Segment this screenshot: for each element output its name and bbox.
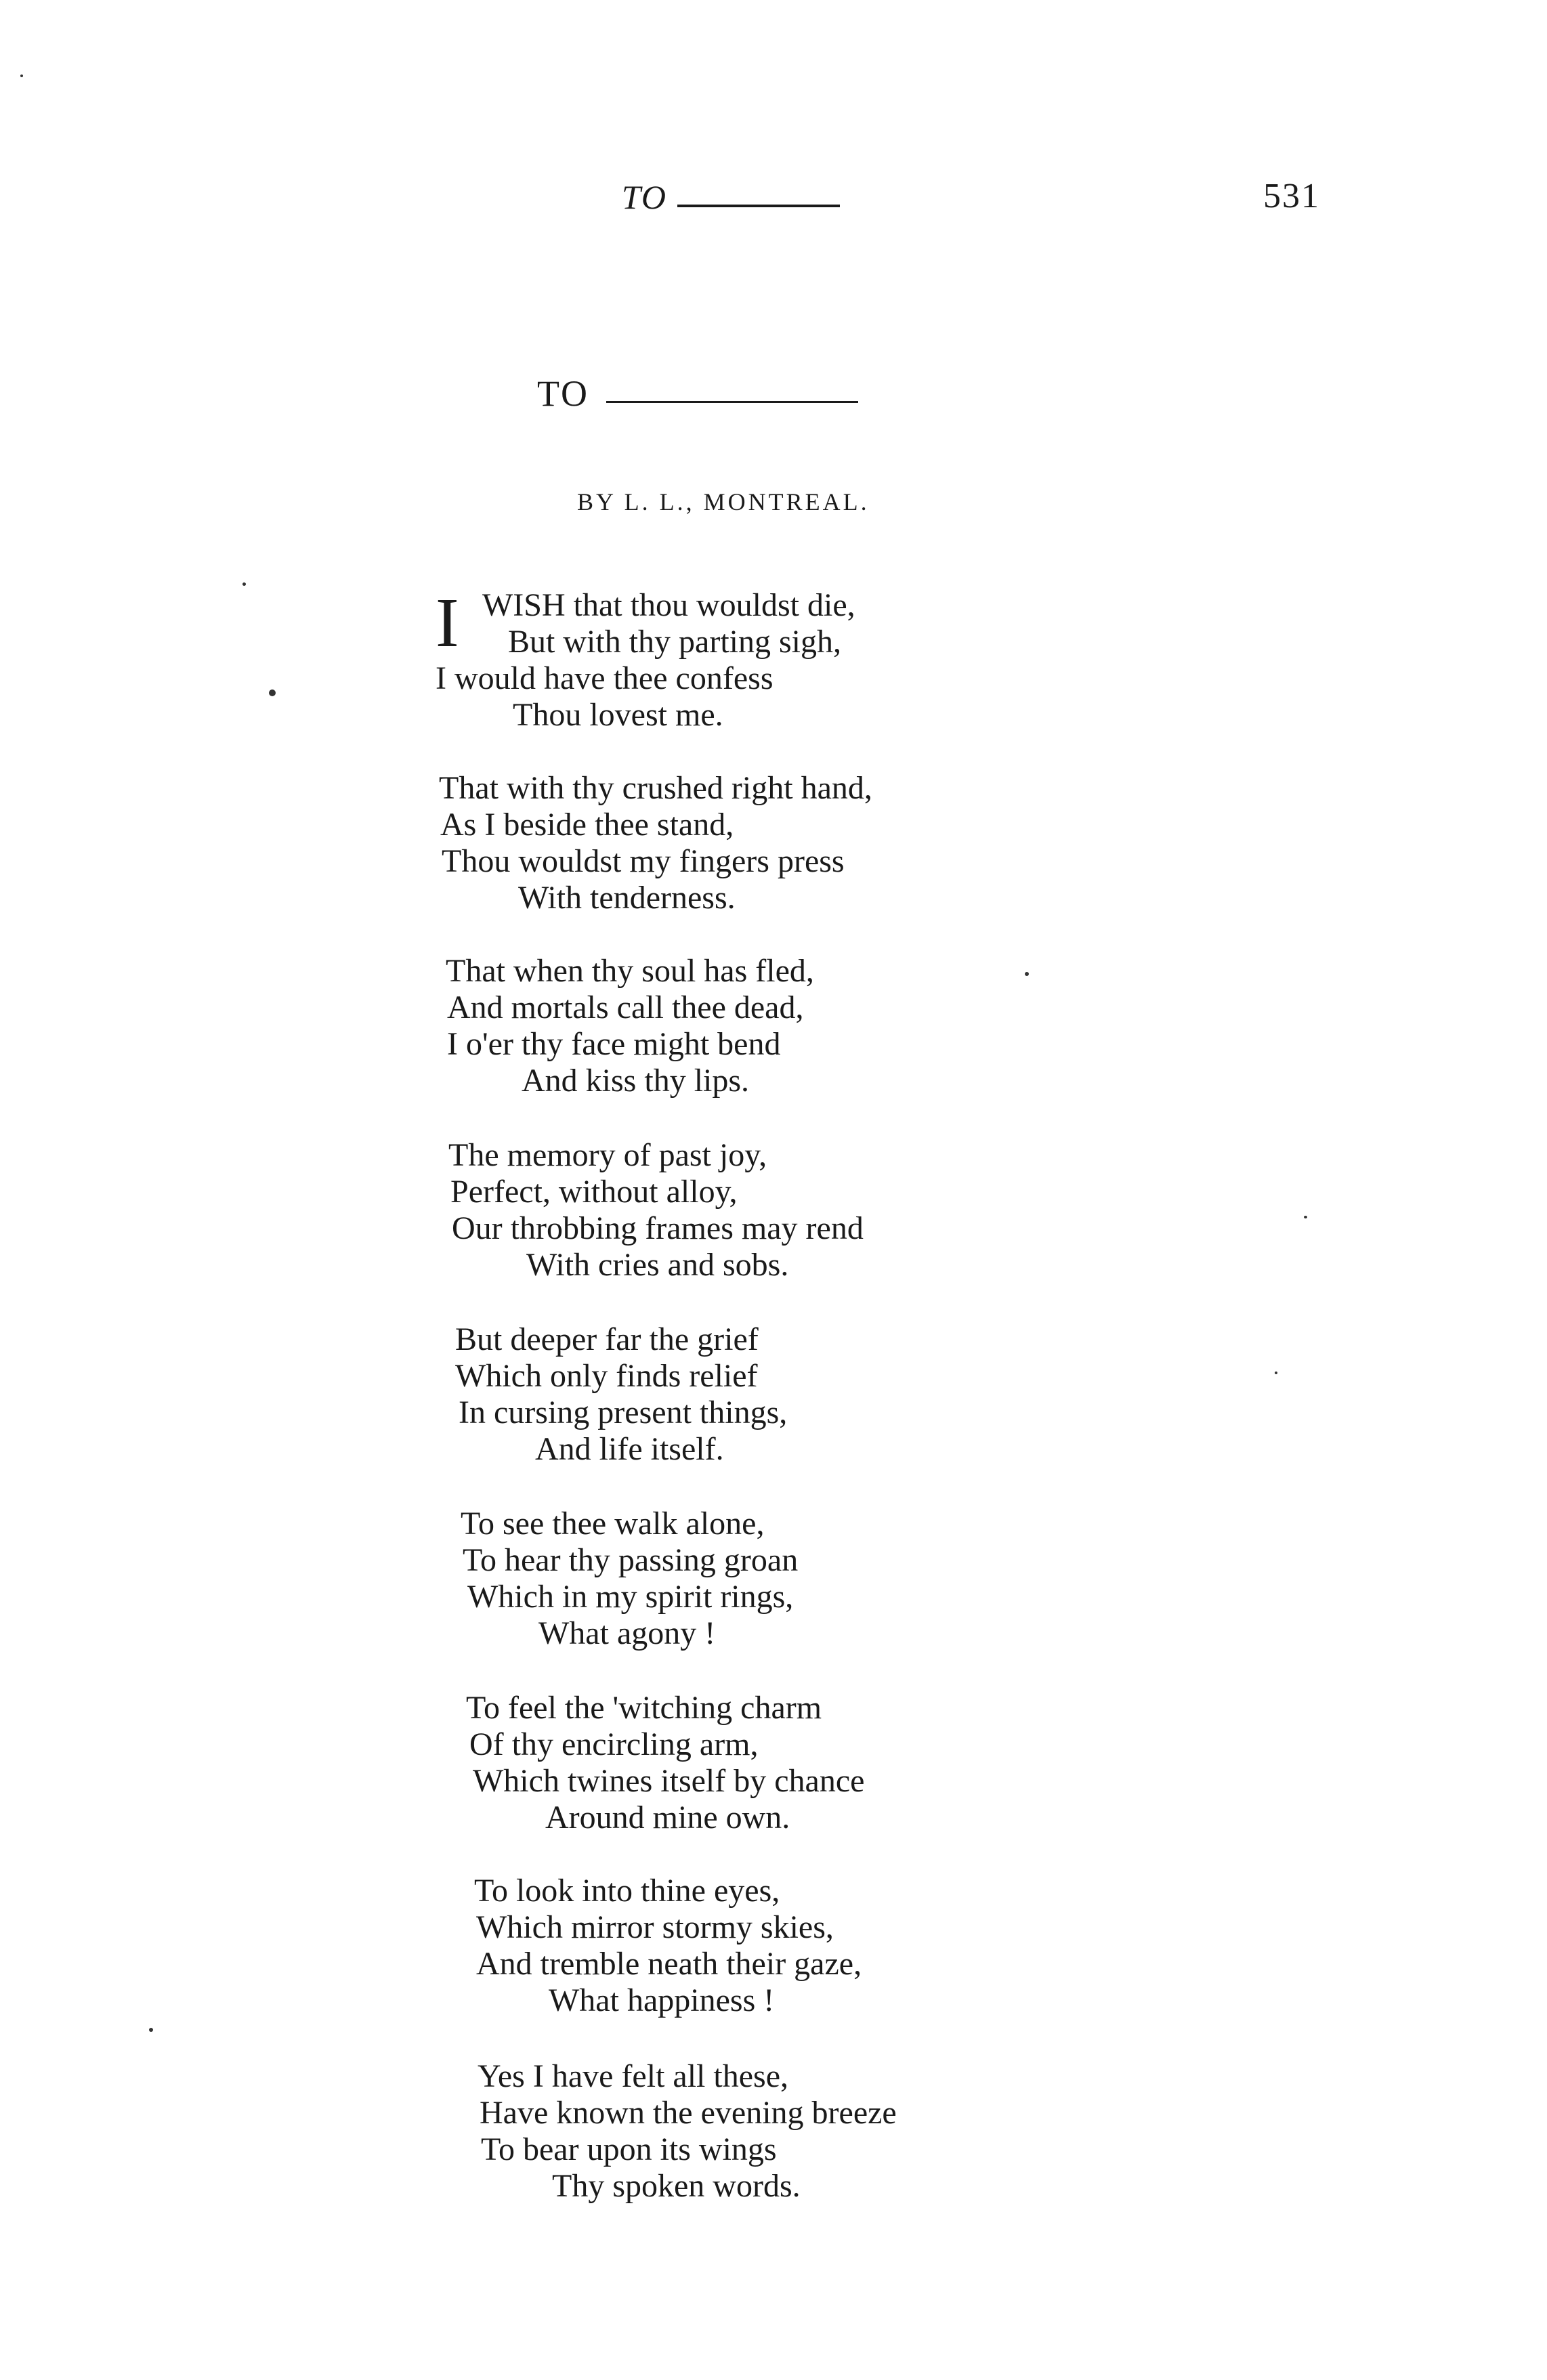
- poem-line: Thou wouldst my fingers press: [442, 843, 845, 879]
- poem-line: Which in my spirit rings,: [467, 1579, 794, 1615]
- running-head-rule: [677, 205, 840, 207]
- poem-line: With cries and sobs.: [526, 1247, 789, 1283]
- poem-line: What happiness !: [549, 1982, 775, 2018]
- poem-line: To see thee walk alone,: [461, 1506, 765, 1542]
- poem-line: Have known the evening breeze: [480, 2095, 897, 2131]
- scan-speck: [1275, 1372, 1277, 1374]
- drop-cap: I: [436, 584, 459, 662]
- poem-line: Thou lovest me.: [513, 697, 723, 733]
- poem-line: Yes I have felt all these,: [478, 2058, 788, 2094]
- poem-line: And tremble neath their gaze,: [476, 1946, 862, 1982]
- poem-line: Which mirror stormy skies,: [476, 1909, 834, 1945]
- poem-line: Perfect, without alloy,: [450, 1174, 738, 1210]
- poem-line: To look into thine eyes,: [474, 1873, 780, 1909]
- poem-line: Which only finds relief: [455, 1358, 758, 1394]
- poem-line: Our throbbing frames may rend: [452, 1210, 864, 1246]
- poem-line: But with thy parting sigh,: [508, 624, 841, 660]
- poem-line: That with thy crushed right hand,: [439, 770, 872, 806]
- running-head-title: TO: [622, 178, 668, 216]
- scan-speck: [1025, 972, 1029, 976]
- page-number: 531: [1263, 177, 1320, 215]
- poem-line: To bear upon its wings: [481, 2131, 777, 2167]
- poem-line: Thy spoken words.: [552, 2168, 801, 2204]
- poem-line: The memory of past joy,: [448, 1137, 767, 1173]
- poem-line: I o'er thy face might bend: [447, 1026, 781, 1062]
- poem-line: WISH that thou wouldst die,: [482, 587, 855, 623]
- poem-line: With tenderness.: [518, 880, 736, 916]
- poem-line: Around mine own.: [545, 1800, 790, 1835]
- poem-line: That when thy soul has fled,: [446, 953, 814, 989]
- scan-speck: [269, 689, 276, 696]
- poem-line: As I beside thee stand,: [440, 807, 734, 843]
- scan-speck: [20, 75, 23, 77]
- scan-speck: [1304, 1216, 1307, 1218]
- poem-line: Which twines itself by chance: [473, 1763, 865, 1799]
- scan-speck: [149, 2028, 153, 2032]
- poem-line: And kiss thy lips.: [522, 1063, 750, 1099]
- poem-line: What agony !: [538, 1615, 716, 1651]
- title-rule: [606, 401, 858, 403]
- poem-line: I would have thee confess: [436, 660, 774, 696]
- poem-line: And mortals call thee dead,: [447, 990, 804, 1025]
- poem-byline: BY L. L., MONTREAL.: [577, 488, 870, 515]
- poem-line: But deeper far the grief: [455, 1321, 759, 1357]
- poem-line: To hear thy passing groan: [463, 1542, 799, 1578]
- scan-speck: [242, 582, 246, 586]
- poem-title: TO: [537, 373, 590, 414]
- poem-line: To feel the 'witching charm: [466, 1690, 822, 1726]
- poem-line: In cursing present things,: [459, 1395, 788, 1430]
- poem-line: And life itself.: [535, 1431, 724, 1467]
- poem-line: Of thy encircling arm,: [469, 1726, 759, 1762]
